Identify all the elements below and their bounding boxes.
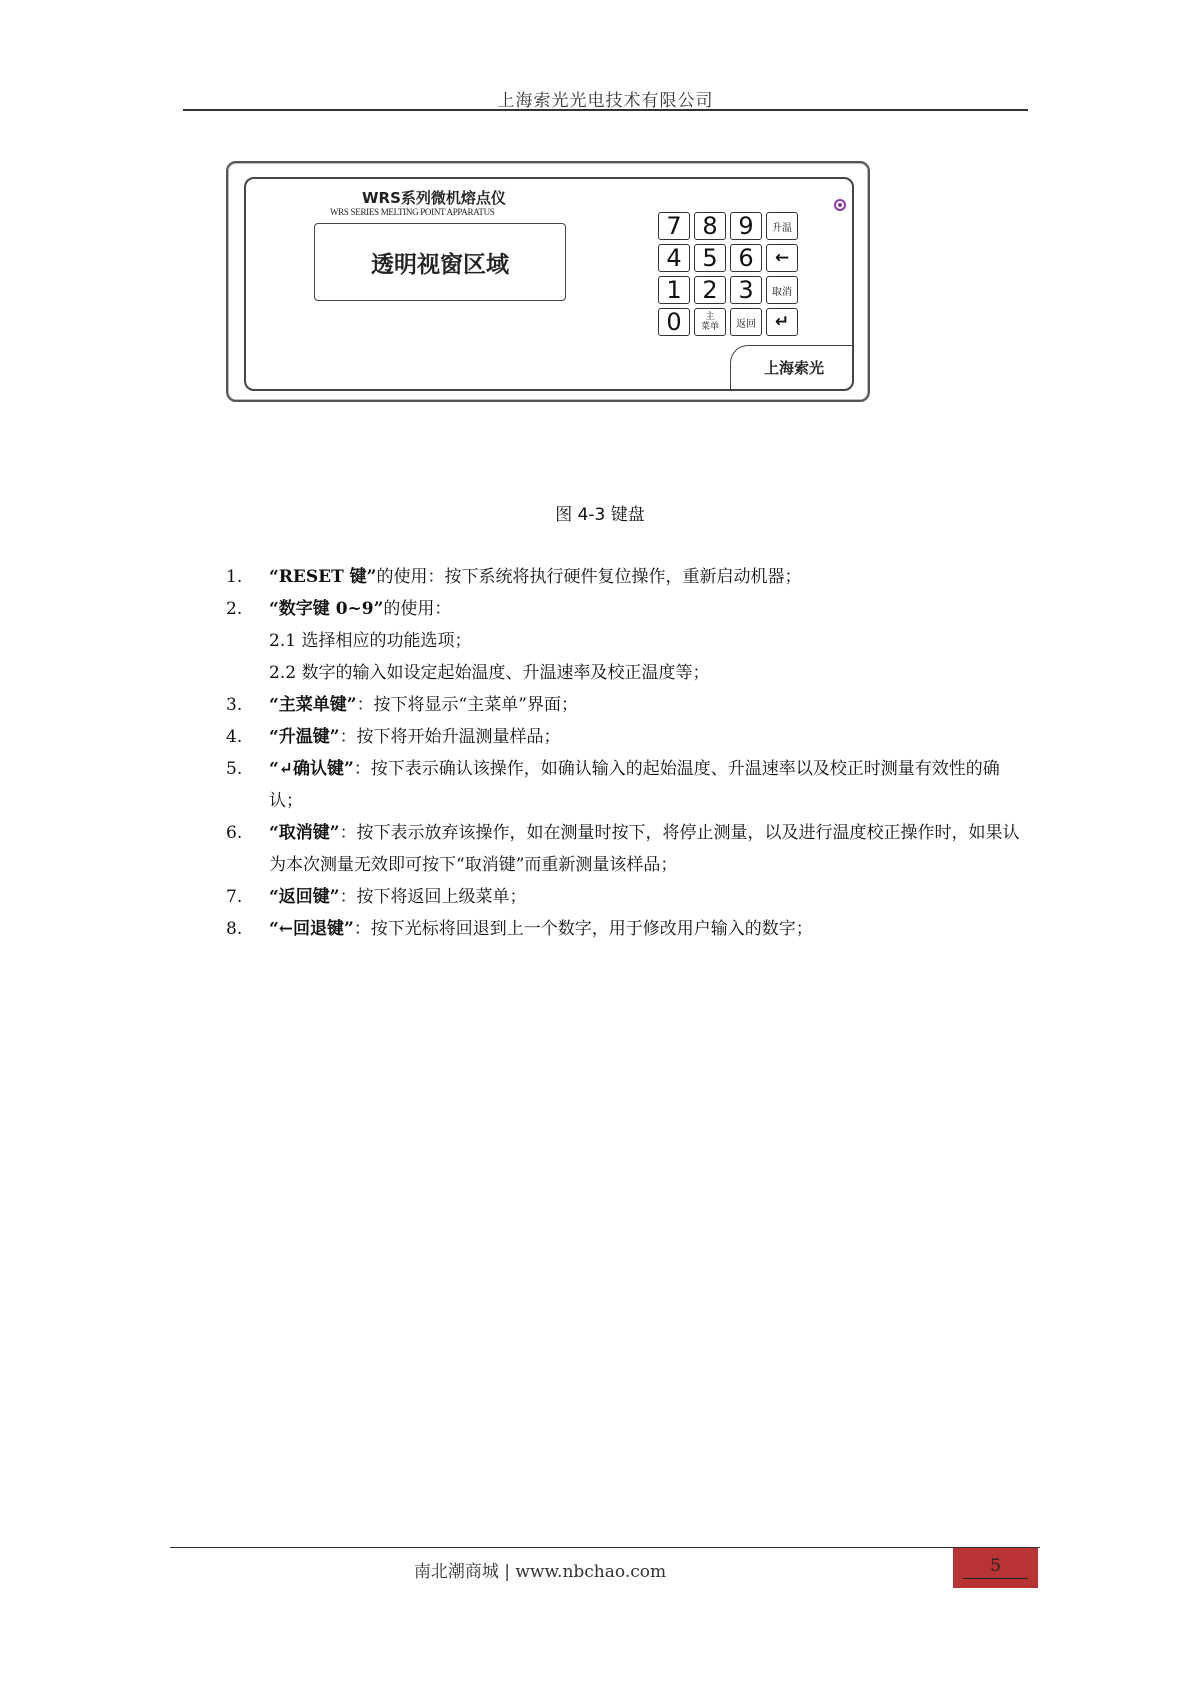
list-subitem: 2.1 选择相应的功能选项； — [269, 631, 472, 651]
list-item-number: 8. — [226, 919, 243, 939]
list-item-text: ：按下将显示“主菜单”界面； — [356, 695, 578, 715]
page-header: 上海索光光电技术有限公司 — [497, 91, 714, 111]
list-item-text: ：按下将开始升温测量样品； — [339, 727, 561, 747]
display-window — [314, 223, 566, 301]
device-subtitle: WRS SERIES MELTING POINT APPARATUS — [330, 207, 495, 217]
list-item-text: ：按下表示确认该操作，如确认输入的起始温度、升温速率以及校正时测量有效性的确认； — [269, 759, 1000, 811]
keyboard-illustration — [226, 161, 870, 402]
list-item-key-name: “↵确认键” — [269, 759, 354, 779]
list-item-number: 1. — [226, 567, 243, 587]
list-item-text: ：按下表示放弃该操作，如在测量时按下，将停止测量，以及进行温度校正操作时，如果认为本次测量无效即可按下“取消键”而重新测量该样品； — [269, 823, 1020, 875]
indicator-led-icon — [834, 199, 846, 211]
list-item-number: 5. — [226, 759, 243, 779]
keypad-key: 升温 — [766, 212, 798, 240]
page-number-box — [953, 1548, 1038, 1588]
list-item-key-name: “←回退键” — [269, 919, 354, 939]
list-item-text: ：按下光标将回退到上一个数字，用于修改用户输入的数字； — [353, 919, 813, 939]
list-item — [226, 593, 1026, 625]
list-item — [226, 881, 1026, 913]
list-item — [226, 721, 1026, 753]
list-item-number: 7. — [226, 887, 243, 907]
list-item-number: 3. — [226, 695, 243, 715]
keypad-key: 返回 — [730, 308, 762, 336]
figure-caption: 图 4-3 键盘 — [555, 505, 645, 525]
keypad-key: 0 — [658, 308, 690, 336]
list-item-number: 2. — [226, 599, 243, 619]
device-brand: 上海索光 — [764, 359, 825, 377]
keypad-key: 9 — [730, 212, 762, 240]
list-item-number: 4. — [226, 727, 243, 747]
list-item-text: ：按下将返回上级菜单； — [339, 887, 527, 907]
keypad-key: 6 — [730, 244, 762, 272]
list-item-key-name: “取消键” — [269, 823, 340, 843]
keypad-key: ← — [766, 244, 798, 272]
list-item — [226, 913, 1026, 945]
device-panel — [244, 177, 854, 391]
list-subitem: 2.2 数字的输入如设定起始温度、升温速率及校正温度等； — [269, 663, 710, 683]
list-item-number: 6. — [226, 823, 243, 843]
keypad-key: 4 — [658, 244, 690, 272]
list-item — [226, 689, 1026, 721]
keypad — [658, 212, 798, 336]
list-item-key-name: “RESET 键” — [269, 567, 377, 587]
footer-rule — [170, 1547, 1040, 1548]
keypad-key: 主 菜单 — [694, 308, 726, 336]
keypad-key: 3 — [730, 276, 762, 304]
footer-text: 南北潮商城 | www.nbchao.com — [413, 1562, 667, 1582]
list-item-key-name: “主菜单键” — [269, 695, 357, 715]
device-title: WRS系列微机熔点仪 — [362, 189, 506, 207]
header-rule — [183, 109, 1028, 111]
list-item-key-name: “返回键” — [269, 887, 340, 907]
keypad-key: 5 — [694, 244, 726, 272]
page-number-underline — [963, 1578, 1028, 1579]
list-item-text: 的使用： — [383, 599, 452, 619]
list-item — [226, 561, 1026, 593]
keypad-key: 1 — [658, 276, 690, 304]
keypad-key: 7 — [658, 212, 690, 240]
list-item-key-name: “数字键 0~9” — [269, 599, 384, 619]
display-window-label: 透明视窗区域 — [371, 251, 509, 278]
list-item — [226, 817, 1026, 881]
page-number: 5 — [990, 1556, 1001, 1576]
keypad-key: 2 — [694, 276, 726, 304]
key-description-list — [226, 561, 1026, 945]
list-item — [226, 753, 1026, 817]
list-item-text: 的使用：按下系统将执行硬件复位操作，重新启动机器； — [376, 567, 802, 587]
keypad-key: ↵ — [766, 308, 798, 336]
keypad-key: 8 — [694, 212, 726, 240]
list-item-key-name: “升温键” — [269, 727, 340, 747]
keypad-key: 取消 — [766, 276, 798, 304]
